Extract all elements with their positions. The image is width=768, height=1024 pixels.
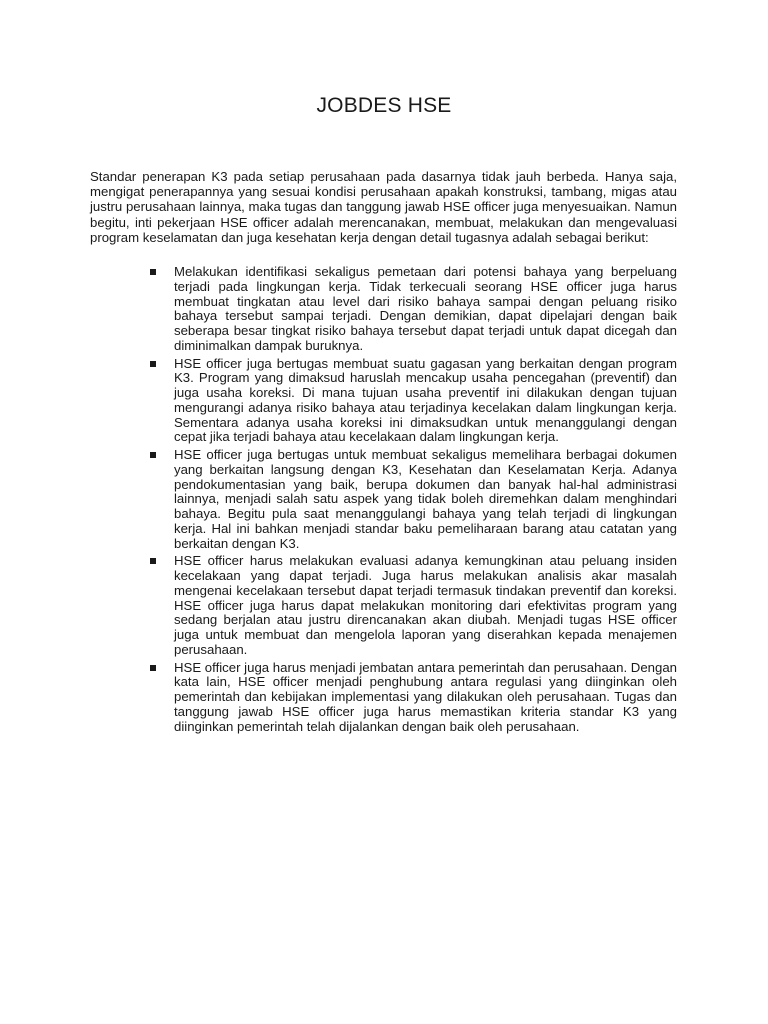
square-bullet-icon bbox=[150, 558, 156, 564]
document-title: JOBDES HSE bbox=[316, 94, 452, 117]
list-item-text: HSE officer juga harus menjadi jembatan antara pemerintah dan perusahaan. Dengan kata lain, HSE officer menjadi penghubung antara regulasi yang diinginkan oleh pemerintah dan kebijakan implementasi yang dilakukan oleh perusahaan. Tugas dan tanggung jawab HSE officer juga harus memastikan kriteria standar K3 yang diinginkan pemerintah telah dijalankan dengan baik oleh perusahaan. bbox=[174, 659, 677, 734]
list-item bbox=[147, 661, 677, 735]
list-item-text: Melakukan identifikasi sekaligus pemetaan dari potensi bahaya yang berpeluang terjadi pada lingkungan kerja. Tidak terkecuali seorang HSE officer juga harus membuat tingkatan atau level dari risiko bahaya sampai dengan peluang risiko bahaya tersebut sampai terjadi. Dengan demikian, dapat dipelajari dengan baik seberapa besar tingkat risiko bahaya tersebut dapat terjadi untuk dapat dicegah dan diminimalkan dampak buruknya. bbox=[174, 264, 677, 353]
list-item bbox=[147, 357, 677, 446]
list-item bbox=[147, 448, 677, 551]
list-item-text: HSE officer juga bertugas untuk membuat sekaligus memelihara berbagai dokumen yang berkaitan langsung dengan K3, Kesehatan dan Keselamatan Kerja. Adanya pendokumentasian yang baik, berupa dokumen dan banyak hal-hal administrasi lainnya, menjadi salah satu aspek yang tidak boleh diremehkan dalam menghindari bahaya. Begitu pula saat menanggulangi bahaya yang telah terjadi di lingkungan kerja. Hal ini bahkan menjadi standar baku pemeliharaan barang atau catatan yang berkaitan dengan K3. bbox=[174, 447, 677, 551]
list-item bbox=[147, 554, 677, 657]
list-item-text: HSE officer harus melakukan evaluasi adanya kemungkinan atau peluang insiden kecelakaan yang dapat terjadi. Juga harus melakukan analisis akar masalah mengenai kecelakaan tersebut dapat terjadi termasuk tindakan preventif dan koreksi. HSE officer juga harus dapat melakukan monitoring dari efektivitas program yang sedang berjalan atau justru direncanakan akan diubah. Menjadi tugas HSE officer juga untuk membuat dan mengelola laporan yang diserahkan kepada menajemen perusahaan. bbox=[174, 553, 677, 657]
square-bullet-icon bbox=[150, 452, 156, 458]
list-item bbox=[147, 265, 677, 354]
square-bullet-icon bbox=[150, 269, 156, 275]
intro-paragraph: Standar penerapan K3 pada setiap perusahaan pada dasarnya tidak jauh berbeda. Hanya saja, mengigat penerapannya yang sesuai kondisi perusahaan apakah konstruksi, tambang, migas atau justru perusahaan lainnya, maka tugas dan tanggung jawab HSE officer juga menyesuaikan. Namun begitu, inti pekerjaan HSE officer adalah merencanakan, membuat, melakukan dan mengevaluasi program keselamatan dan juga kesehatan kerja dengan detail tugasnya adalah sebagai berikut: bbox=[90, 169, 677, 245]
square-bullet-icon bbox=[150, 665, 156, 671]
square-bullet-icon bbox=[150, 361, 156, 367]
list-item-text: HSE officer juga bertugas membuat suatu gagasan yang berkaitan dengan program K3. Program yang dimaksud haruslah mencakup usaha pencegahan (preventif) dan juga usaha koreksi. Di mana tujuan usaha preventif ini dilakukan dengan tujuan mengurangi adanya risiko bahaya atau terjadinya kecelakan dalam lingkungan kerja. Sementara adanya usaha koreksi ini dimaksudkan untuk menanggulangi dengan cepat jika terjadi bahaya atau kecelakaan dalam lingkungan kerja. bbox=[174, 355, 677, 445]
duties-list bbox=[147, 265, 677, 737]
